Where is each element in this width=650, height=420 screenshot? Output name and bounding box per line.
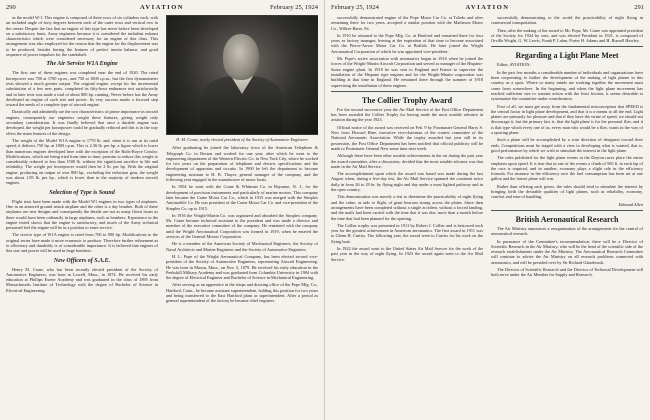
body-paragraph: In 1916 the Wright-Martin Co. was organized and absorbed the Simplex company. Mr. Crane became technical assistant to the president and was made a director and member of the executive committee of the company. He remained with the company until the Wright Aeronautical Corporation was formed in 1919, when he entered the services of the General Motors Corporation. (166, 212, 318, 240)
left-page-header (6, 3, 318, 12)
right-column-2 (491, 15, 643, 415)
divider (491, 46, 643, 47)
issue-date: February 25, 1924 (331, 4, 379, 11)
body-paragraph: The Collier trophy was presented in 1911 by Robert J. Collier and is bestowed each year for the greatest achievement in American aeronautics. The first award in 1911 was to Glenn H. Curtiss. The following year, the award went to Curtiss for his work on the flying boat. (331, 222, 483, 244)
body-paragraph: The Air Ministry announces a reorganization of the arrangements for the control of aeronautical research. (491, 225, 643, 237)
intro-paragraph: Mr. Pope's active association with aeronautics began in 1916 when he joined the forces of the Wright-Martin Aircraft Corporation and served as manager of the Hispano-Suiza engine plant. In 1918 he was sent to England and France to supervise the installation of the Hispano type engines and for the Wright-Martin corporation was building at that time in England. He remained there through the summer of 1918 supervising the installation of these engines. (331, 56, 483, 88)
right-page-header (331, 3, 644, 12)
body-paragraph: In 1922 the award went to the United States Air Mail Service for the work of the past year in the way of night flying. In 1923 the award again went to the Air Mail Service. (331, 245, 483, 262)
intro-paragraph: as the model W-1. This engine is composed of three rows of six cylinders each, with an included angle of forty degrees between each of the outer rows and vertical row in the center. Despite the fact that an engine of this type has never before been developed on a satisfactory basis, Army engineers because it is considered the turbulent exhaust characteristics which were considered necessary for an engine of this class. This arrangement was also employed for the reason that the engine for the displacement was to be produced, besides having the features of perfect inertia balance, and good sequence of power impulses for the crankshaft. (6, 15, 158, 58)
portrait-face (223, 34, 259, 80)
body-paragraph: H. L. Pope of the Wright Aeronautical Company, has been elected second vice-president of the Society of Automotive Engineers, representing Aircraft Engineering. He was born in Mason, Mass., on Nov. 5, 1879. He received his early education in the Peekskill Military Academy and was graduated from Columbia University in 1904 with the degree of Electrical Engineer and Bachelor of Science in Mechanical Engineering. (166, 253, 318, 281)
body-paragraph: In the past few months a considerable number of individuals and organizations have been cooperating to further the development of the making of light planes in this country as a sport. Where so many minds are working together the movement must come from somewhere. In the beginning, and when the light plane movement has reached sufficient size to warrant action with the least friction, it seems desirable to systematize the committee under consideration. (491, 69, 643, 102)
body-paragraph: Henry M. Crane, who has been recently elected president of the Society of Automotive Engineers, was born in Lowell, Mass., in 1874. He received his early education at Phillips Exeter Academy and was graduated in the class of 1895 from Massachusetts Institute of Technology with the degree of Bachelor of Science in Electrical Engineering. (6, 266, 158, 293)
body-paragraph: The rules published for the light plane events in the Dayton races place the entire emphasis upon speed. It is true that in one of the events a climb of 500 ft. in each lap of the race is required, and in another, economy plays a slight role in the efficiency formula. For instance in the efficiency race the fuel consumption has been set at one gallon and the fastest plane will win. (491, 155, 643, 182)
body-paragraph: The first one of these engines was completed near the end of 1920. The rated horsepower was 700 at 1700 r.p.m., and 750 at 1800 r.p.m., but the first dynamometer tests showed a much greater output. The original engine, except for the incremental substitution of a few new parts, completed its fifty-hour endurance test satisfactorily and in later tests was made a trial of about 800 hp. running. Never before has the Army developed an engine of such size and power. Its very success marks a forward step toward the needs of a complete type of aircraft engine. (6, 70, 158, 108)
body-paragraph: First of all, we must get away from the fundamental misconception that SPEED is the central factor in light plane development, and that it is a means to all the end. Light planes are primarily for pleasure and that if they have the virtue of speed, we should not discourage it, but the primary fact is, that the light plane is for the personal flier, and it is that type which every one of us, every man who would be a flier, wants in the way of a sporting plane. (491, 103, 643, 136)
body-paragraph: He is a member of the American Society of Mechanical Engineers, the Society of Naval Architects and Marine Engineers and the Society of Automotive Engineers. (166, 241, 318, 252)
section-heading: Selection of Type is Sound (49, 189, 115, 196)
body-paragraph: Although there have been other notable achievements in the air during the past year the award committee, after a discussion, decided that the most notable advance was that made in the Air Mail Service. (331, 153, 483, 169)
body-paragraph: Editor, AVIATION: (497, 62, 531, 68)
body-paragraph: In 1904 he went with the Crane & Whitman Co. in Bayonne, N. J., for the development of precision instruments and particularly of marine motors. This company later became the Crane Motor Car Co., which in 1915 was merged with the Simplex Automobile Co. He was president of the Crane Motor Car Co. and vice-president of the Simplex Co. up to 1915. (166, 184, 318, 211)
intro-paragraph: successfully demonstrated engine of the Pope Motor Car Co. at Toledo and after remaining there for two years, accepted a similar position with the Matheson Motor Co., Wilkes-Barre, Pa. (331, 15, 483, 31)
body-paragraph: Such a plane will be accomplished by a wise direction of designers toward their ends. Competitions must be staged with a view to developing what is wanted, that is, good performance by which we wish to stimulate the interest in the light plane. (491, 137, 643, 153)
section-heading: The Air Service W1A Engine (46, 61, 118, 68)
section-heading: New Officers of S.A.E. (53, 257, 111, 264)
body-paragraph: After graduating he joined the laboratory force of the American Telephone & Telegraph Co. in Boston and worked for one year, after which he went to the engineering department of the Western Electric Co. in New York City, where he worked for two years on the preparation of telephone and electric specifications and the development of apparatus and circuits. In 1900 he left the department to become engineering assistant to H. B. Thayer, general manager of the company, and the following year engaged in the manufacture of motor boats. (166, 145, 318, 183)
body-paragraph: Drastically and admittedly are the two characteristics of prime importance in aircraft engines, consequently our engineers sought these features, giving weight only secondary consideration. It was finally believed that once a durable engine was developed, the weight per horsepower could be gradually reduced and this is in the way effect the main features of the design. (6, 109, 158, 136)
body-paragraph: For the second successive year the Air Mail Service of the Post Office Department has been awarded the Collier Trophy for having made the most notable advance in aviation during the year 1923. (331, 106, 483, 123)
left-column-1 (6, 15, 158, 415)
body-paragraph: The weight of the Model W1A engine is 1770 lb. and, when it is run at its rated speed, it delivers 750 hp. at 1800 r.p.m. This is 2.36 lb. per hp. a figure which is lower than numerous engines developed here with the exception of the Rolls-Royce Condor. Modifications, which are being tried from time to time, promise to reduce this weight to considerably reduced to less than 1500 lb. without the significant sacrifice in life and reliability. The weight per horsepower would then be 2 lb. per hp. With the original engine, producing an output of over 800 hp., excluding the reduction gear, the weight was about 1.85 lb. per hp., which is lower than in the majority of modern aircraft engines. (6, 137, 158, 186)
intro-paragraph: In 1910 he returned to the Pope Mfg. Co. at Hartford and remained there for four years as factory manager, leaving at the expiration of that time to become associated with the Pierce-Arrow Motor Car Co. at Buffalo. He later joined the Wright Aeronautical Corporation of which he was appointed vice-president. (331, 32, 483, 54)
divider (331, 91, 483, 92)
letter-signature: Edmund Allen (618, 201, 643, 207)
body-paragraph: Rather than offering such prizes, the rules should tend to stimulate the interest by bringing forth the desirable qualities of light planes, such as reliability, economy, comfort and ease of handling. (491, 183, 643, 200)
body-paragraph: The accomplishment upon which the award was based was made during the last August when, during a five-day test, the Air Mail Service spanned the continent twice daily in from 26 to 29 hr. by flying night and day under a most lighted pathway and in the open country. (331, 171, 483, 193)
page-number: 290 (6, 4, 16, 11)
photo-caption: H. M. Crane, newly elected president of the Society of Automotive Engineers (176, 137, 308, 142)
body-paragraph: This demonstration was merely a test to determine the practicability of night flying and the value, as aids to flight, of giant beacons strung across the plains. Since then arrangements have been completed without a single accident, without a forced landing, and the mails had been carried with the time that it was due, more than a month before the time that had been planned for the opening. (331, 194, 483, 221)
right-page (325, 0, 650, 420)
intro-paragraph: successfully demonstrating to the world the practicability of night flying in commercial transportation. (491, 15, 643, 26)
body-paragraph: Official notice of the award was received on Feb. 9 by Postmaster General Harry S. New from Howard Hine, executive vice-chairman of the contest committee of the National Aeronautic Association. While the trophy awarded last year still in its possession, the Post Office Department has been notified that official publicity will be made to Postmaster General New some time next week. (331, 124, 483, 151)
issue-date: February 25, 1924 (270, 4, 318, 11)
body-paragraph: In pursuance of the Committee's recommendation, there will be a Director of Scientific Research in the Air Ministry, who will be the head of the scientific side of the research establishments under the Air Ministry. The Aeronautical Research Committee will continue to advise the Air Ministry on all research problems connected with aeronautics, and will be presided over by Sir Richard Glazebrook. (491, 238, 643, 265)
journal-title: AVIATION (140, 4, 184, 11)
body-paragraph: Flight tests have been made with the Model W1 engines in two types of airplanes. One in an armored ground attack airplane and the other is a day bomber. Both of these airplanes are new designs and consequently the details are not as many flown hours as there would have been ordinarily in large airplanes, such as bombers. Experience in the engine tested shows that the engine is satisfactory, and much of the Army technical personnel feel the engine will be in a position to enter service. (6, 198, 158, 231)
journal-title: AVIATION (465, 4, 510, 11)
left-column-2 (166, 15, 318, 415)
divider (491, 210, 643, 211)
portrait-photo (166, 15, 318, 135)
section-heading: Regarding a Light Plane Meet (515, 51, 619, 61)
section-heading: The Collier Trophy Award (361, 95, 453, 105)
section-heading: British Aeronautical Research (515, 214, 619, 224)
right-column-1 (331, 15, 483, 415)
body-paragraph: The service type of W1A engine is rated from 700 to 900 hp. Modifications to the original series have made it more economic to produce. Therefore further refinement as to efficiency and durability is of considerable importance. It is believed that engines of this size and power will be used in large bombers. (6, 232, 158, 254)
intro-paragraph: Then, after the making of the award to Mr. Pope, Mr. Crane was appointed president of the Society for 1924 by vote, and was elected President in 1921, is composed of Orville Wright, G. W. Lewis, Frank P. Lahm, Porter H. Adams and H. Russell Hawley. (491, 27, 643, 44)
body-paragraph: After serving as an apprentice in the shops and drawing office of the Pope Mfg. Co., Hartford, Conn., he became assistant superintendent, holding this position for two years and being transferred to the East Hartford plant as superintendent. After a period as general superintendent of the factory he became chief engineer. (166, 282, 318, 304)
page-number: 291 (634, 4, 644, 11)
body-paragraph: The Director of Scientific Research and the Director of Technical Development will both serve under the Air Member for Supply and Research. (491, 266, 643, 278)
